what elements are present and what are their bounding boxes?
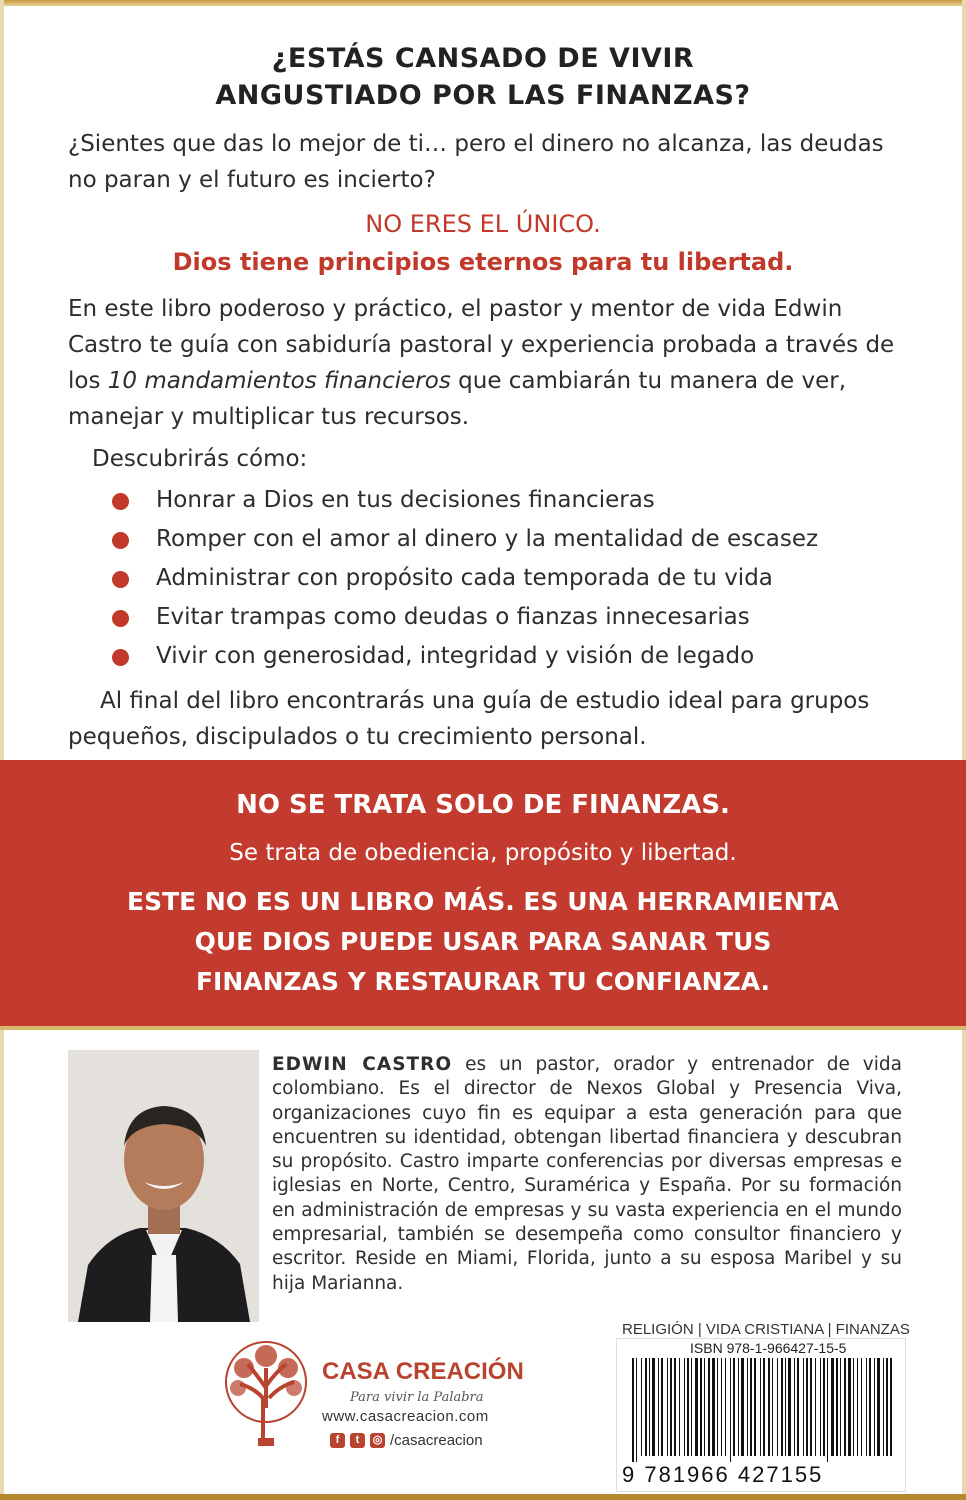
barcode-bar [806,1358,808,1456]
social-handle[interactable]: /casacreacion [390,1432,483,1449]
bullet-dot-icon [112,532,129,549]
bullet-text: Romper con el amor al dinero y la mentalidad de escasez [156,526,819,552]
barcode-icon [630,1358,902,1462]
paragraph-italic: 10 mandamientos financieros [107,368,451,394]
banner-heading: NO SE TRATA SOLO DE FINANZAS. [236,790,730,820]
barcode-bar [691,1358,692,1456]
barcode-bar [853,1358,854,1456]
barcode-bar [704,1358,705,1456]
tree-logo-icon [220,1338,312,1454]
barcode-bar [670,1358,672,1456]
barcode-bar [687,1358,689,1456]
barcode-bar [785,1358,786,1456]
author-bio [272,1053,902,1296]
bullet-text: Evitar trampas como deudas o fianzas innecesarias [156,604,750,630]
barcode-bar [883,1358,884,1456]
barcode-bar [866,1358,867,1456]
barcode-bar [649,1358,650,1456]
barcode-bar [815,1358,816,1456]
barcode-bar [874,1358,875,1456]
headline-line-1: ¿ESTÁS CANSADO DE VIVIR [271,43,695,74]
barcode-bar [750,1358,752,1456]
barcode-bar [861,1358,862,1456]
bullet-text: Administrar con propósito cada temporada de tu vida [156,565,773,591]
barcode-bar [844,1358,846,1456]
barcode-bar [869,1358,871,1456]
barcode-bar [772,1358,773,1456]
barcode-bar [810,1358,812,1456]
intro-text: ¿Sientes que das lo mejor de ti… pero el dinero no alcanza, las deudas no paran y el futuro es incierto? [68,131,884,193]
isbn-label: ISBN 978-1-966427-15-5 [690,1340,847,1356]
barcode-bar [741,1358,744,1456]
paragraph-start: En este libro poderoso y práctico, el pastor y mentor de vida Edwin Castro te guía con sabiduría pastoral y experiencia probada a través de los [68,296,895,394]
barcode-bar [674,1358,676,1456]
barcode-bar [733,1358,735,1456]
barcode-bar [684,1358,685,1456]
author-portrait-icon [68,1050,259,1322]
closing-sentence: Al final del libro encontrarás una guía de estudio ideal para grupos pequeños, discipulados o tu crecimiento personal. [68,688,870,750]
barcode-bar [645,1358,647,1456]
author-name: EDWIN CASTRO [272,1054,453,1075]
bullet-text: Honrar a Dios en tus decisiones financieras [156,487,655,513]
top-gold-edge [0,0,966,6]
barcode-bar [738,1358,739,1456]
barcode-bar [848,1358,851,1456]
barcode-bar [721,1358,722,1456]
barcode-bar [827,1358,828,1462]
barcode-bar [632,1358,634,1462]
barcode-bar [840,1358,841,1456]
bullet-list [110,481,818,676]
list-item [110,520,818,559]
barcode-bar [857,1358,858,1456]
bottom-gold-edge [0,1494,966,1500]
isbn-digits: 9 781966 427155 [622,1462,824,1487]
barcode-bar [636,1358,637,1462]
banner-statement-line-1: ESTE NO ES UN LIBRO MÁS. ES UNA HERRAMIENTA [127,887,839,916]
barcode-bar [797,1358,799,1456]
book-categories: RELIGIÓN | VIDA CRISTIANA | FINANZAS [622,1321,910,1338]
red-line-2: Dios tiene principios eternos para tu libertad. [172,248,794,276]
barcode-bar [763,1358,765,1456]
banner-statement-line-3: FINANZAS Y RESTAURAR TU CONFIANZA. [195,967,771,996]
barcode-bar [658,1358,659,1456]
barcode-bar [725,1358,726,1456]
barcode-bar [652,1358,655,1456]
barcode-bar [641,1358,642,1456]
twitter-icon[interactable]: t [350,1433,365,1448]
list-item [110,598,818,637]
banner-subheading: Se trata de obediencia, propósito y libertad. [229,840,737,866]
barcode-bar [695,1358,698,1456]
barcode-bar [747,1358,748,1456]
barcode-bar [708,1358,710,1456]
barcode-bar [777,1358,778,1456]
social-links [330,1432,483,1449]
barcode-bar [823,1358,825,1456]
barcode-bar [768,1358,770,1456]
publisher-tagline: Para vivir la Palabra [350,1390,484,1405]
barcode-bar [831,1358,834,1456]
author-photo [68,1050,259,1322]
barcode-bar [661,1358,663,1456]
barcode-bar [788,1358,791,1456]
closing-text [68,683,898,755]
discover-label: Descubrirás cómo: [92,446,308,472]
barcode-bar [717,1358,718,1456]
list-item [110,481,818,520]
banner-statement [0,882,966,1002]
barcode-bar [886,1358,888,1456]
bullet-dot-icon [112,610,129,627]
author-bio-text: es un pastor, orador y entrenador de vida colombiano. Es el director de Nexos Global y Presencia Viva, organizaciones cuyo fin es equipar a esta generación para que encuentren su identidad, obtengan libertad financiera y descubran su propósito. Castro imparte conferencias por diversas empresas e iglesias en Norte, Centro, Suramérica y España. Por su formación en administración de empresas y su vasta experiencia en el mundo empresarial, también se desempeña como consultor financiero y escritor. Reside en Miami, Florida, junto a su esposa Maribel y su hija Marianna. [272,1054,902,1294]
description-paragraph [68,291,898,435]
banner-statement-line-2: QUE DIOS PUEDE USAR PARA SANAR TUS [194,927,772,956]
barcode-bar [760,1358,761,1456]
bullet-dot-icon [112,649,129,666]
barcode-bar [803,1358,804,1456]
barcode-bar [836,1358,838,1456]
barcode-bar [754,1358,756,1456]
barcode-bar [667,1358,668,1456]
barcode-bar [820,1358,821,1456]
publisher-website[interactable]: www.casacreacion.com [322,1408,489,1425]
barcode-bar [781,1358,783,1456]
barcode-bar [700,1358,702,1456]
bullet-dot-icon [112,571,129,588]
facebook-icon[interactable]: f [330,1433,345,1448]
barcode-bar [679,1358,680,1456]
instagram-icon[interactable]: ◎ [370,1433,385,1448]
barcode-bar [877,1358,880,1456]
list-item [110,637,818,676]
paragraph-end: que cambiarán tu manera de ver, manejar y multiplicar tus recursos. [68,368,847,430]
barcode-bar [890,1358,892,1456]
barcode-bar [794,1358,795,1456]
barcode-bar [712,1358,715,1456]
headline [0,40,966,114]
barcode-bar [730,1358,731,1462]
bullet-dot-icon [112,493,129,510]
list-item [110,559,818,598]
publisher-name: CASA CREACIÓN [322,1358,524,1385]
bullet-text: Vivir con generosidad, integridad y visión de legado [156,643,755,669]
gold-divider [0,1026,966,1030]
red-line-1: NO ERES EL ÚNICO. [365,210,601,238]
headline-line-2: ANGUSTIADO POR LAS FINANZAS? [215,80,751,111]
